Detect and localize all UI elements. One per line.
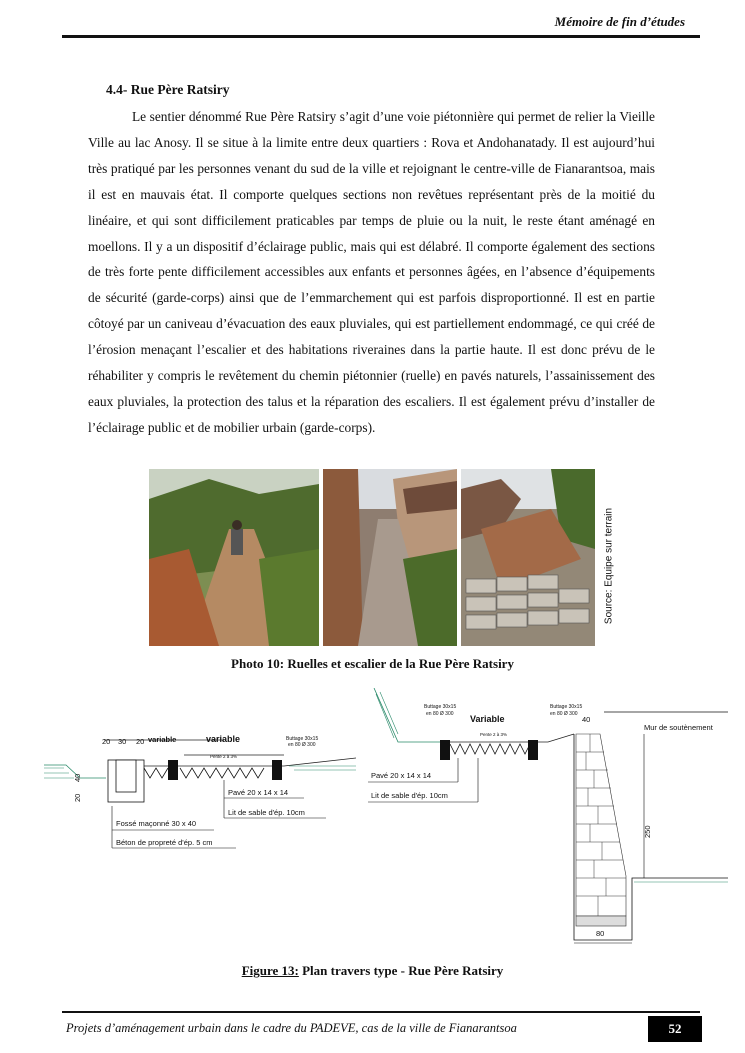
dim-40: 40 (582, 715, 591, 724)
variable-label: Variable (470, 714, 505, 724)
figure-caption: Figure 13: Plan travers type - Rue Père Ratsiry (241, 963, 504, 978)
dim-20a: 20 (102, 737, 111, 746)
lit-label: Lit de sable d'ép. 10cm (228, 808, 305, 817)
photo-alley (323, 469, 457, 646)
mur-label: Mur de soutènement (644, 723, 713, 732)
cross-section-drawing-right (368, 688, 728, 950)
body-paragraph: Le sentier dénommé Rue Père Ratsiry s’agit d’une voie piétonnière qui permet de relier la Vieille Ville au lac Anosy. Il se situe à la limite entre deux quartiers : Rova et Andohanatady. Il est aujourd’hui très pratiqué par les personnes venant du sud de la ville et rejoignant le centre-ville de Fianarantsoa, mais il est en mauvais état. Il comporte quelques sections non revêtues représentant près de la moitié du linéaire, et qui sont difficilement praticables par temps de pluie ou la nuit, le reste étant aménagé en moellons. Il y a un dispositif d’éclairage public, mais qui est délabré. Il comporte également des sections de très forte pente difficilement accessibles aux enfants et personnes âgées, en l’absence d’équipements de sécurité (garde-corps) ainsi que de l’emmarchement qui est parfois disproportionné. Il est en partie côtoyé par un caniveau d’évacuation des eaux pluviales, qui est partiellement endommagé, ce qui créé de l’érosion menaçant l’escalier et des habitations riveraines dans la partie haute. Il est donc prévu de le réhabiliter y compris le revêtement du chemin piétonnier (ruelle) en pavés naturels, l’assainissement des eaux pluviales, la protection des talus et la réparation des escaliers. Il est également prévu d’installer de l’éclairage public et de mobilier urbain (garde-corps). (88, 109, 655, 435)
dim-30: 30 (118, 737, 127, 746)
dim-variable-1: variable (148, 735, 177, 744)
page-number: 52 (648, 1016, 702, 1042)
beton-label: Béton de propreté d'ép. 5 cm (116, 838, 213, 847)
section-body (88, 104, 655, 441)
running-header-title: Mémoire de fin d’études (554, 14, 685, 29)
fosse-label: Fossé maçonné 30 x 40 (116, 819, 197, 828)
buttage-label: Buttage 30x15 (286, 736, 319, 742)
section-heading: 4.4- Rue Père Ratsiry (106, 82, 230, 97)
dim-20b: 20 (136, 737, 145, 746)
buttage-left-label-2: en 80 Ø 300 (426, 711, 454, 717)
dim-40: 40 (73, 773, 82, 782)
dim-80: 80 (596, 929, 605, 938)
header-rule (62, 35, 700, 38)
buttage-right-label-2: en 80 Ø 300 (550, 711, 578, 717)
dim-250: 250 (643, 825, 652, 838)
dim-variable-2: variable (206, 734, 241, 744)
pave-label: Pavé 20 x 14 x 14 (228, 788, 289, 797)
pente-label: Pente 2 à 3% (210, 754, 238, 759)
buttage-label-2: en 80 Ø 300 (288, 742, 316, 748)
photo-footpath (149, 469, 319, 646)
buttage-right-label: Buttage 30x15 (550, 704, 583, 710)
dim-20c: 20 (73, 793, 82, 802)
pave-label: Pavé 20 x 14 x 14 (371, 771, 432, 780)
photo-source-credit: Source: Equipe sur terrain (603, 507, 615, 625)
footer-text: Projets d’aménagement urbain dans le cadre du PADEVE, cas de la ville de Fianarantsoa (66, 1021, 517, 1035)
pente-label: Pente 2 à 3% (480, 732, 508, 737)
lit-label: Lit de sable d'ép. 10cm (371, 791, 448, 800)
photo-caption: Photo 10: Ruelles et escalier de la Rue Père Ratsiry (231, 656, 514, 671)
photo-stairs (461, 469, 595, 646)
footer-rule (62, 1011, 700, 1013)
cross-section-drawing-left (44, 718, 356, 858)
buttage-left-label: Buttage 30x15 (424, 704, 457, 710)
